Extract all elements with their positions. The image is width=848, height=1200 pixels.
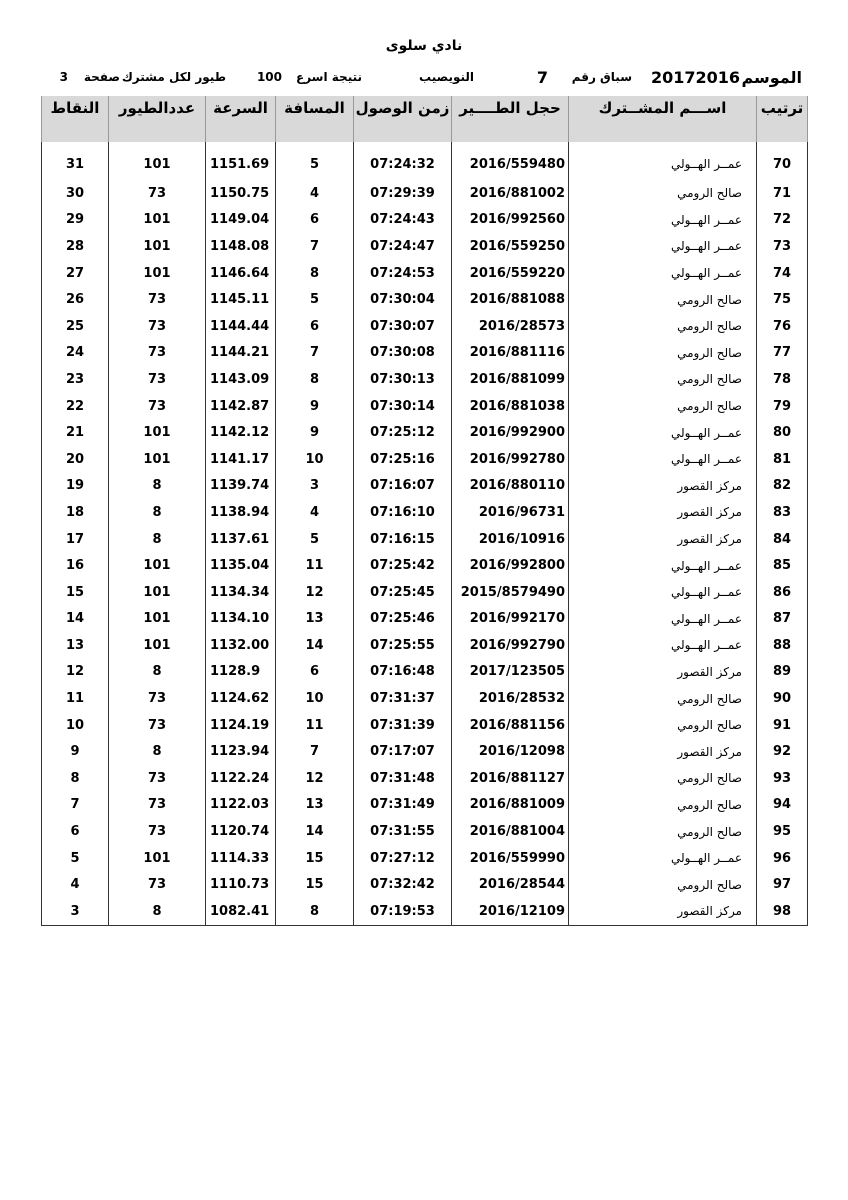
rank-cell: 83 (757, 499, 808, 526)
speed-cell: 1122.03 (206, 792, 276, 819)
points-cell: 18 (42, 499, 109, 526)
birds-cell: 101 (109, 552, 206, 579)
distance-cell: 11 (276, 552, 354, 579)
member-name-cell: صالح الرومي (569, 871, 757, 898)
points-cell: 5 (42, 845, 109, 872)
header-member: اســـم المشــترك (569, 96, 757, 142)
points-cell: 16 (42, 552, 109, 579)
speed-cell: 1150.75 (206, 180, 276, 207)
rank-cell: 88 (757, 632, 808, 659)
birds-cell: 73 (109, 792, 206, 819)
member-name-cell: عمــر الهــولي (569, 446, 757, 473)
table-row (42, 898, 808, 925)
member-name-cell: صالح الرومي (569, 712, 757, 739)
table-row (42, 419, 808, 446)
birds-cell: 73 (109, 685, 206, 712)
arrival-time-cell: 07:16:15 (354, 526, 452, 553)
speed-cell: 1124.62 (206, 685, 276, 712)
birds-cell: 8 (109, 898, 206, 925)
ring-number-cell: 2016/28573 (452, 313, 569, 340)
distance-cell: 5 (276, 526, 354, 553)
arrival-time-cell: 07:31:37 (354, 685, 452, 712)
birds-cell: 101 (109, 260, 206, 287)
table-row (42, 260, 808, 287)
birds-cell: 101 (109, 632, 206, 659)
result-label: نتيجة اسرع (296, 70, 362, 84)
member-name-cell: عمــر الهــولي (569, 142, 757, 180)
points-cell: 13 (42, 632, 109, 659)
arrival-time-cell: 07:25:16 (354, 446, 452, 473)
arrival-time-cell: 07:25:55 (354, 632, 452, 659)
table-row (42, 526, 808, 553)
header-distance: المسافة (276, 96, 354, 142)
distance-cell: 9 (276, 393, 354, 420)
ring-number-cell: 2016/881004 (452, 818, 569, 845)
member-name-cell: عمــر الهــولي (569, 207, 757, 234)
speed-cell: 1149.04 (206, 207, 276, 234)
birds-cell: 73 (109, 313, 206, 340)
points-cell: 30 (42, 180, 109, 207)
arrival-time-cell: 07:25:45 (354, 579, 452, 606)
member-name-cell: مركز القصور (569, 659, 757, 686)
header-ring: حجل الطــــير (452, 96, 569, 142)
arrival-time-cell: 07:30:04 (354, 286, 452, 313)
rank-cell: 98 (757, 898, 808, 925)
speed-cell: 1110.73 (206, 871, 276, 898)
distance-cell: 9 (276, 419, 354, 446)
table-row (42, 606, 808, 633)
arrival-time-cell: 07:25:12 (354, 419, 452, 446)
results-table (41, 96, 808, 926)
table-row (42, 659, 808, 686)
points-cell: 12 (42, 659, 109, 686)
distance-cell: 13 (276, 792, 354, 819)
rank-cell: 78 (757, 366, 808, 393)
birds-cell: 101 (109, 233, 206, 260)
points-cell: 25 (42, 313, 109, 340)
member-name-cell: صالح الرومي (569, 685, 757, 712)
speed-cell: 1138.94 (206, 499, 276, 526)
ring-number-cell: 2015/8579490 (452, 579, 569, 606)
distance-cell: 5 (276, 286, 354, 313)
member-name-cell: صالح الرومي (569, 286, 757, 313)
birds-cell: 8 (109, 738, 206, 765)
points-cell: 3 (42, 898, 109, 925)
table-row (42, 366, 808, 393)
rank-cell: 97 (757, 871, 808, 898)
ring-number-cell: 2016/992780 (452, 446, 569, 473)
race-type: النويصيب (419, 70, 474, 84)
speed-cell: 1137.61 (206, 526, 276, 553)
table-row (42, 765, 808, 792)
birds-cell: 73 (109, 818, 206, 845)
table-row (42, 180, 808, 207)
ring-number-cell: 2016/880110 (452, 473, 569, 500)
ring-number-cell: 2016/881002 (452, 180, 569, 207)
points-cell: 27 (42, 260, 109, 287)
points-cell: 24 (42, 340, 109, 367)
points-cell: 11 (42, 685, 109, 712)
rank-cell: 84 (757, 526, 808, 553)
ring-number-cell: 2016/992800 (452, 552, 569, 579)
ring-number-cell: 2016/96731 (452, 499, 569, 526)
points-cell: 23 (42, 366, 109, 393)
distance-cell: 3 (276, 473, 354, 500)
table-row (42, 738, 808, 765)
rank-cell: 76 (757, 313, 808, 340)
arrival-time-cell: 07:31:39 (354, 712, 452, 739)
table-row (42, 233, 808, 260)
birds-cell: 8 (109, 526, 206, 553)
speed-cell: 1142.12 (206, 419, 276, 446)
arrival-time-cell: 07:24:32 (354, 142, 452, 180)
season-label: الموسم (741, 68, 802, 87)
distance-cell: 6 (276, 659, 354, 686)
rank-cell: 95 (757, 818, 808, 845)
member-name-cell: مركز القصور (569, 738, 757, 765)
distance-cell: 6 (276, 207, 354, 234)
arrival-time-cell: 07:25:42 (354, 552, 452, 579)
distance-cell: 10 (276, 685, 354, 712)
distance-cell: 13 (276, 606, 354, 633)
speed-cell: 1139.74 (206, 473, 276, 500)
distance-cell: 4 (276, 499, 354, 526)
ring-number-cell: 2016/992560 (452, 207, 569, 234)
arrival-time-cell: 07:31:55 (354, 818, 452, 845)
header-rank: ترتيب (757, 96, 808, 142)
ring-number-cell: 2016/559250 (452, 233, 569, 260)
speed-cell: 1143.09 (206, 366, 276, 393)
distance-cell: 8 (276, 366, 354, 393)
birds-cell: 101 (109, 419, 206, 446)
ring-number-cell: 2016/881099 (452, 366, 569, 393)
speed-cell: 1135.04 (206, 552, 276, 579)
arrival-time-cell: 07:30:08 (354, 340, 452, 367)
member-name-cell: صالح الرومي (569, 818, 757, 845)
ring-number-cell: 2016/992170 (452, 606, 569, 633)
points-cell: 7 (42, 792, 109, 819)
ring-number-cell: 2016/559990 (452, 845, 569, 872)
distance-cell: 12 (276, 579, 354, 606)
result-value: 100 (256, 70, 282, 84)
rank-cell: 77 (757, 340, 808, 367)
speed-cell: 1134.10 (206, 606, 276, 633)
ring-number-cell: 2016/10916 (452, 526, 569, 553)
speed-cell: 1141.17 (206, 446, 276, 473)
header-birds: عددالطيور (109, 96, 206, 142)
table-row (42, 792, 808, 819)
speed-cell: 1128.9 (206, 659, 276, 686)
points-cell: 6 (42, 818, 109, 845)
speed-cell: 1134.34 (206, 579, 276, 606)
rank-cell: 74 (757, 260, 808, 287)
birds-cell: 8 (109, 499, 206, 526)
birds-per-member: طيور لكل مشترك (121, 70, 226, 84)
rank-cell: 86 (757, 579, 808, 606)
speed-cell: 1145.11 (206, 286, 276, 313)
arrival-time-cell: 07:25:46 (354, 606, 452, 633)
table-row (42, 685, 808, 712)
rank-cell: 82 (757, 473, 808, 500)
birds-cell: 101 (109, 207, 206, 234)
points-cell: 26 (42, 286, 109, 313)
member-name-cell: صالح الرومي (569, 393, 757, 420)
member-name-cell: مركز القصور (569, 898, 757, 925)
results-body (42, 142, 808, 925)
ring-number-cell: 2016/881009 (452, 792, 569, 819)
distance-cell: 12 (276, 765, 354, 792)
birds-cell: 73 (109, 871, 206, 898)
header-speed: السرعة (206, 96, 276, 142)
points-cell: 19 (42, 473, 109, 500)
rank-cell: 96 (757, 845, 808, 872)
member-name-cell: عمــر الهــولي (569, 419, 757, 446)
table-row (42, 393, 808, 420)
distance-cell: 4 (276, 180, 354, 207)
member-name-cell: عمــر الهــولي (569, 233, 757, 260)
arrival-time-cell: 07:24:43 (354, 207, 452, 234)
member-name-cell: عمــر الهــولي (569, 260, 757, 287)
points-cell: 14 (42, 606, 109, 633)
table-row (42, 818, 808, 845)
table-row (42, 712, 808, 739)
birds-cell: 73 (109, 340, 206, 367)
speed-cell: 1123.94 (206, 738, 276, 765)
distance-cell: 5 (276, 142, 354, 180)
member-name-cell: مركز القصور (569, 473, 757, 500)
rank-cell: 90 (757, 685, 808, 712)
race-number: 7 (536, 68, 548, 87)
rank-cell: 79 (757, 393, 808, 420)
table-row (42, 473, 808, 500)
rank-cell: 93 (757, 765, 808, 792)
member-name-cell: عمــر الهــولي (569, 632, 757, 659)
arrival-time-cell: 07:19:53 (354, 898, 452, 925)
member-name-cell: صالح الرومي (569, 366, 757, 393)
table-row (42, 207, 808, 234)
ring-number-cell: 2016/12098 (452, 738, 569, 765)
rank-cell: 92 (757, 738, 808, 765)
points-cell: 10 (42, 712, 109, 739)
speed-cell: 1144.21 (206, 340, 276, 367)
distance-cell: 10 (276, 446, 354, 473)
ring-number-cell: 2016/28544 (452, 871, 569, 898)
table-row (42, 845, 808, 872)
speed-cell: 1114.33 (206, 845, 276, 872)
distance-cell: 7 (276, 738, 354, 765)
rank-cell: 94 (757, 792, 808, 819)
ring-number-cell: 2017/123505 (452, 659, 569, 686)
arrival-time-cell: 07:32:42 (354, 871, 452, 898)
rank-cell: 81 (757, 446, 808, 473)
speed-cell: 1148.08 (206, 233, 276, 260)
points-cell: 21 (42, 419, 109, 446)
arrival-time-cell: 07:31:48 (354, 765, 452, 792)
rank-cell: 85 (757, 552, 808, 579)
distance-cell: 15 (276, 871, 354, 898)
club-name: نادي سلوى (385, 38, 463, 54)
arrival-time-cell: 07:30:07 (354, 313, 452, 340)
speed-cell: 1124.19 (206, 712, 276, 739)
ring-number-cell: 2016/12109 (452, 898, 569, 925)
table-row (42, 286, 808, 313)
birds-cell: 73 (109, 765, 206, 792)
ring-number-cell: 2016/881116 (452, 340, 569, 367)
points-cell: 29 (42, 207, 109, 234)
points-cell: 22 (42, 393, 109, 420)
arrival-time-cell: 07:17:07 (354, 738, 452, 765)
member-name-cell: مركز القصور (569, 526, 757, 553)
distance-cell: 14 (276, 818, 354, 845)
speed-cell: 1120.74 (206, 818, 276, 845)
table-row (42, 871, 808, 898)
member-name-cell: صالح الرومي (569, 340, 757, 367)
arrival-time-cell: 07:16:07 (354, 473, 452, 500)
member-name-cell: صالح الرومي (569, 792, 757, 819)
points-cell: 17 (42, 526, 109, 553)
member-name-cell: عمــر الهــولي (569, 552, 757, 579)
header-arrival: زمن الوصول (354, 96, 452, 142)
birds-cell: 73 (109, 180, 206, 207)
ring-number-cell: 2016/992900 (452, 419, 569, 446)
arrival-time-cell: 07:30:13 (354, 366, 452, 393)
header-points: النقاط (42, 96, 109, 142)
birds-cell: 73 (109, 366, 206, 393)
speed-cell: 1146.64 (206, 260, 276, 287)
ring-number-cell: 2016/559480 (452, 142, 569, 180)
distance-cell: 7 (276, 233, 354, 260)
table-row (42, 446, 808, 473)
ring-number-cell: 2016/881088 (452, 286, 569, 313)
ring-number-cell: 2016/992790 (452, 632, 569, 659)
rank-cell: 80 (757, 419, 808, 446)
arrival-time-cell: 07:27:12 (354, 845, 452, 872)
speed-cell: 1132.00 (206, 632, 276, 659)
points-cell: 31 (42, 142, 109, 180)
distance-cell: 6 (276, 313, 354, 340)
table-row (42, 313, 808, 340)
rank-cell: 91 (757, 712, 808, 739)
distance-cell: 7 (276, 340, 354, 367)
rank-cell: 89 (757, 659, 808, 686)
member-name-cell: عمــر الهــولي (569, 606, 757, 633)
distance-cell: 15 (276, 845, 354, 872)
speed-cell: 1151.69 (206, 142, 276, 180)
speed-cell: 1122.24 (206, 765, 276, 792)
member-name-cell: صالح الرومي (569, 765, 757, 792)
points-cell: 9 (42, 738, 109, 765)
distance-cell: 14 (276, 632, 354, 659)
birds-cell: 101 (109, 142, 206, 180)
rank-cell: 72 (757, 207, 808, 234)
points-cell: 8 (42, 765, 109, 792)
speed-cell: 1082.41 (206, 898, 276, 925)
birds-cell: 73 (109, 286, 206, 313)
ring-number-cell: 2016/881127 (452, 765, 569, 792)
birds-cell: 73 (109, 393, 206, 420)
header-row (42, 96, 808, 142)
arrival-time-cell: 07:16:10 (354, 499, 452, 526)
rank-cell: 73 (757, 233, 808, 260)
ring-number-cell: 2016/559220 (452, 260, 569, 287)
points-cell: 20 (42, 446, 109, 473)
birds-cell: 8 (109, 659, 206, 686)
page-label: صفحة (83, 70, 120, 84)
rank-cell: 75 (757, 286, 808, 313)
ring-number-cell: 2016/881038 (452, 393, 569, 420)
member-name-cell: عمــر الهــولي (569, 845, 757, 872)
birds-cell: 101 (109, 845, 206, 872)
points-cell: 4 (42, 871, 109, 898)
table-row (42, 632, 808, 659)
distance-cell: 8 (276, 260, 354, 287)
page-number: 3 (59, 70, 68, 84)
arrival-time-cell: 07:29:39 (354, 180, 452, 207)
table-row (42, 552, 808, 579)
points-cell: 28 (42, 233, 109, 260)
rank-cell: 71 (757, 180, 808, 207)
birds-cell: 101 (109, 446, 206, 473)
rank-cell: 87 (757, 606, 808, 633)
distance-cell: 8 (276, 898, 354, 925)
points-cell: 15 (42, 579, 109, 606)
season-value: 20172016 (650, 68, 740, 87)
member-name-cell: مركز القصور (569, 499, 757, 526)
race-label: سباق رقم (571, 70, 632, 84)
rank-cell: 70 (757, 142, 808, 180)
table-row (42, 579, 808, 606)
member-name-cell: صالح الرومي (569, 180, 757, 207)
speed-cell: 1142.87 (206, 393, 276, 420)
table-row (42, 142, 808, 180)
ring-number-cell: 2016/28532 (452, 685, 569, 712)
arrival-time-cell: 07:30:14 (354, 393, 452, 420)
arrival-time-cell: 07:24:47 (354, 233, 452, 260)
table-row (42, 499, 808, 526)
birds-cell: 101 (109, 606, 206, 633)
arrival-time-cell: 07:24:53 (354, 260, 452, 287)
birds-cell: 8 (109, 473, 206, 500)
birds-cell: 73 (109, 712, 206, 739)
arrival-time-cell: 07:16:48 (354, 659, 452, 686)
table-row (42, 340, 808, 367)
speed-cell: 1144.44 (206, 313, 276, 340)
arrival-time-cell: 07:31:49 (354, 792, 452, 819)
distance-cell: 11 (276, 712, 354, 739)
birds-cell: 101 (109, 579, 206, 606)
ring-number-cell: 2016/881156 (452, 712, 569, 739)
member-name-cell: عمــر الهــولي (569, 579, 757, 606)
member-name-cell: صالح الرومي (569, 313, 757, 340)
